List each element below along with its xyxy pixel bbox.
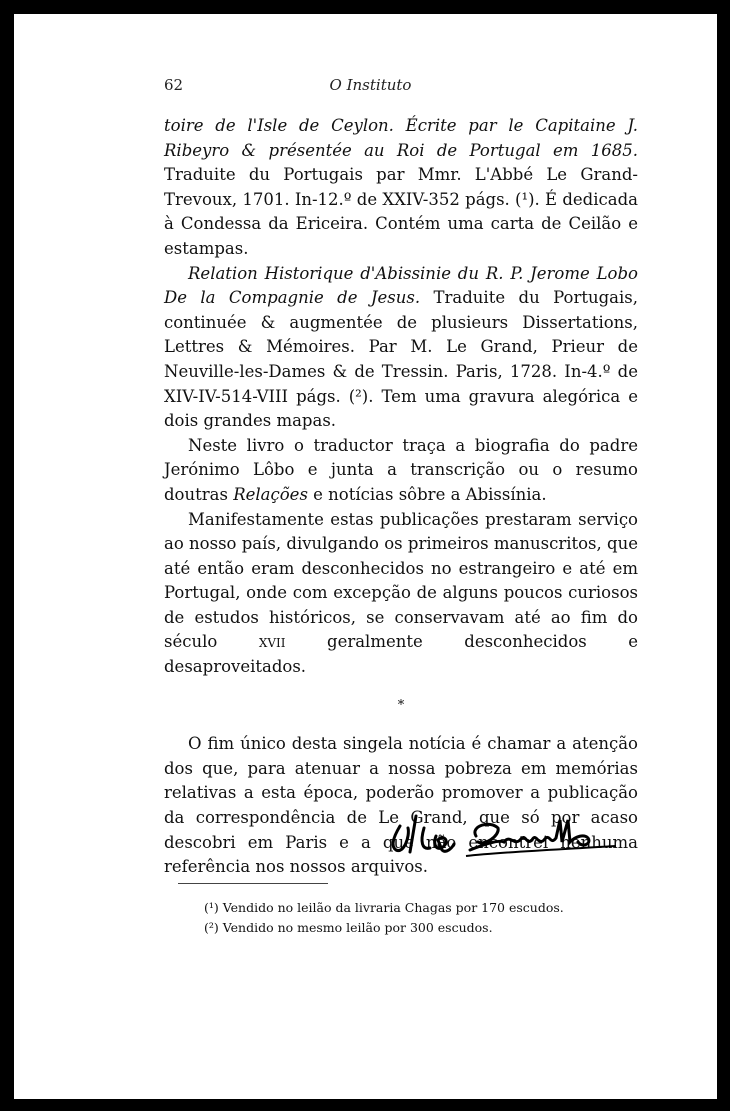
footnotes: [204, 898, 564, 938]
footnote-2: (²) Vendido no mesmo leilão por 300 escudos.: [204, 920, 493, 935]
paragraph-4: [164, 508, 638, 680]
paragraph-1-text: Traduite du Portugais par Mmr. L'Abbé Le Grand-Trevoux, 1701. In-12.º de XXIV-352 págs. (¹). É dedicada à Condessa da Ericeira. Contém uma carta de Ceilão e estampas.: [164, 165, 638, 258]
paragraph-3-text-a: Neste livro o traductor traça a biografia do padre Jerónimo Lôbo e junta a transcrição ou o resumo doutras: [164, 435, 638, 504]
paragraph-1: [164, 114, 638, 262]
footnote-1: (¹) Vendido no leilão da livraria Chagas por 170 escudos.: [204, 900, 564, 915]
paragraph-3-italic: Relações: [233, 484, 308, 504]
footnote-rule: [178, 883, 328, 884]
italic-title-ceylon: toire de l'Isle de Ceylon. Écrite par le Capitaine J. Ribeyro & présentée au Roi de Portugal em 1685.: [164, 116, 638, 160]
signature: [380, 806, 620, 864]
section-separator: *: [397, 697, 405, 713]
page-number: 62: [164, 76, 184, 94]
paragraph-2-text: Traduite du Portugais, continuée & augmentée de plusieurs Dissertations, Lettres & Mémoires. Par M. Le Grand, Prieur de Neuville-les-Dames & de Tressin. Paris, 1728. In-4.º de XIV-IV-514-VIII págs. (²). Tem uma gravura alegórica e dois grandes mapas.: [164, 288, 638, 431]
paragraph-4-text-b: geralmente desconhecidos e desaproveitados.: [164, 632, 638, 677]
paragraph-4-text-a: Manifestamente estas publicações prestaram serviço ao nosso país, divulgando os primeiros manuscritos, que até então eram desconhecidos no estrangeiro e até em Portugal, onde com excepção de alguns poucos curiosos de estudos históricos, se conservavam até ao fim do século: [164, 509, 638, 652]
paragraph-3-text-b: e notícias sôbre a Abissínia.: [307, 484, 547, 504]
italic-title-abissinie: Relation Historique d'Abissinie du R. P. Jerome Lobo De la Compagnie de Jesus.: [164, 263, 638, 308]
running-title: O Instituto: [329, 76, 412, 94]
century-numeral: xvii: [258, 632, 286, 652]
page: [14, 14, 717, 1099]
main-text: [164, 114, 638, 880]
paragraph-2: [164, 262, 638, 434]
paragraph-3: [164, 434, 638, 508]
paragraph-5: O fim único desta singela notícia é chamar a atenção dos que, para atenuar a nossa pobreza em memórias relativas a esta época, poderão promover a publicação da correspondência de Le Grand, que só por acaso descobri em Paris e a que não encontrei nenhuma referência nos nossos arquivos.: [164, 734, 638, 877]
